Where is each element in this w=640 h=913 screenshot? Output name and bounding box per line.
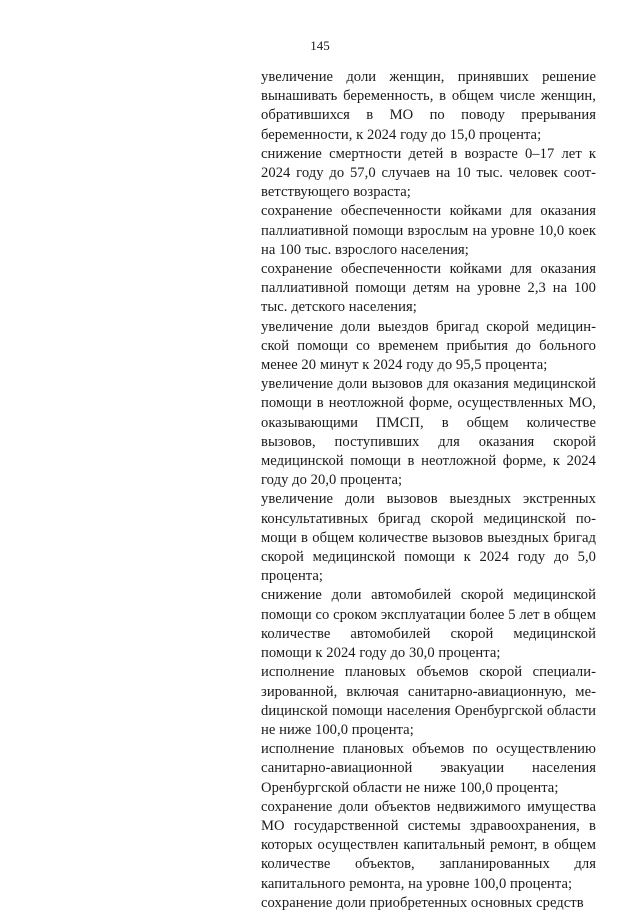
body-text (261, 68, 596, 913)
page-number: 145 (310, 38, 330, 53)
paragraph-consultative-brigades: увеличение доли вызовов выездных экстренных консультативных бригад скорой медицинской помощи в общем количестве вызовов выездных бригад скорой медицинской помощи к 2024 году до 5,0 процента; (261, 491, 596, 585)
paragraph-ambulance-vehicles: снижение доли автомобилей скорой медицинской помощи со сроком эксплуатации более 5 лет в общем количестве автомобилей скорой медицинской помощи к 2024 году до 30,0 процента; (261, 587, 596, 662)
paragraph-urgent-calls: увеличение доли вызовов для оказания медицинской помощи в неотложной форме, осуществленных МО, оказывающими ПМСП, в общем количестве вызовов, поступивших для оказания скорой медицинской помощи в неотложной форме, к 2024 году до 20,0 процента; (261, 376, 596, 489)
paragraph-specialized-care: исполнение плановых объемов скорой специализированной, включая санитарно-авиационную, меdицинской помощи населения Оренбургской области не ниже 100,0 процента; (261, 664, 596, 738)
paragraph-fixed-assets: сохранение доли приобретенных основных средств (261, 894, 584, 911)
paragraph-air-evacuation: исполнение плановых объемов по осуществлению санитарно-авиационной эвакуации населения Оренбургской области не ниже 100,0 процента; (261, 741, 596, 796)
paragraph-palliative-children: сохранение обеспеченности койками для оказания паллиативной помощи детям на уровне 2,3 на 100 тыс. детского населения; (261, 261, 596, 316)
paragraph-child-mortality: снижение смертности детей в возрасте 0–17 лет к 2024 году до 57,0 случаев на 10 тыс. человек соответствующего возраста; (261, 145, 596, 201)
paragraph-ambulance-arrival: увеличение доли выездов бригад скорой медицинской помощи со временем прибытия до больного менее 20 минут к 2024 году до 95,5 процента; (261, 318, 596, 374)
paragraph-women-pregnancy: увеличение доли женщин, принявших решение вынашивать беременность, в общем числе женщин, обратившихся в МО по поводу прерывания беременности, к 2024 году до 15,0 процента; (261, 69, 596, 143)
paragraph-capital-repair: сохранение доли объектов недвижимого имущества МО государственной системы здравоохранения, в которых осуществлен капитальный ремонт, в общем количестве объектов, запланированных для капитального ремонта, на уровне 100,0 процента; (261, 798, 596, 892)
paragraph-palliative-adults: сохранение обеспеченности койками для оказания паллиативной помощи взрослым на уровне 10,0 коек на 100 тыс. взрослого населения; (261, 203, 596, 258)
